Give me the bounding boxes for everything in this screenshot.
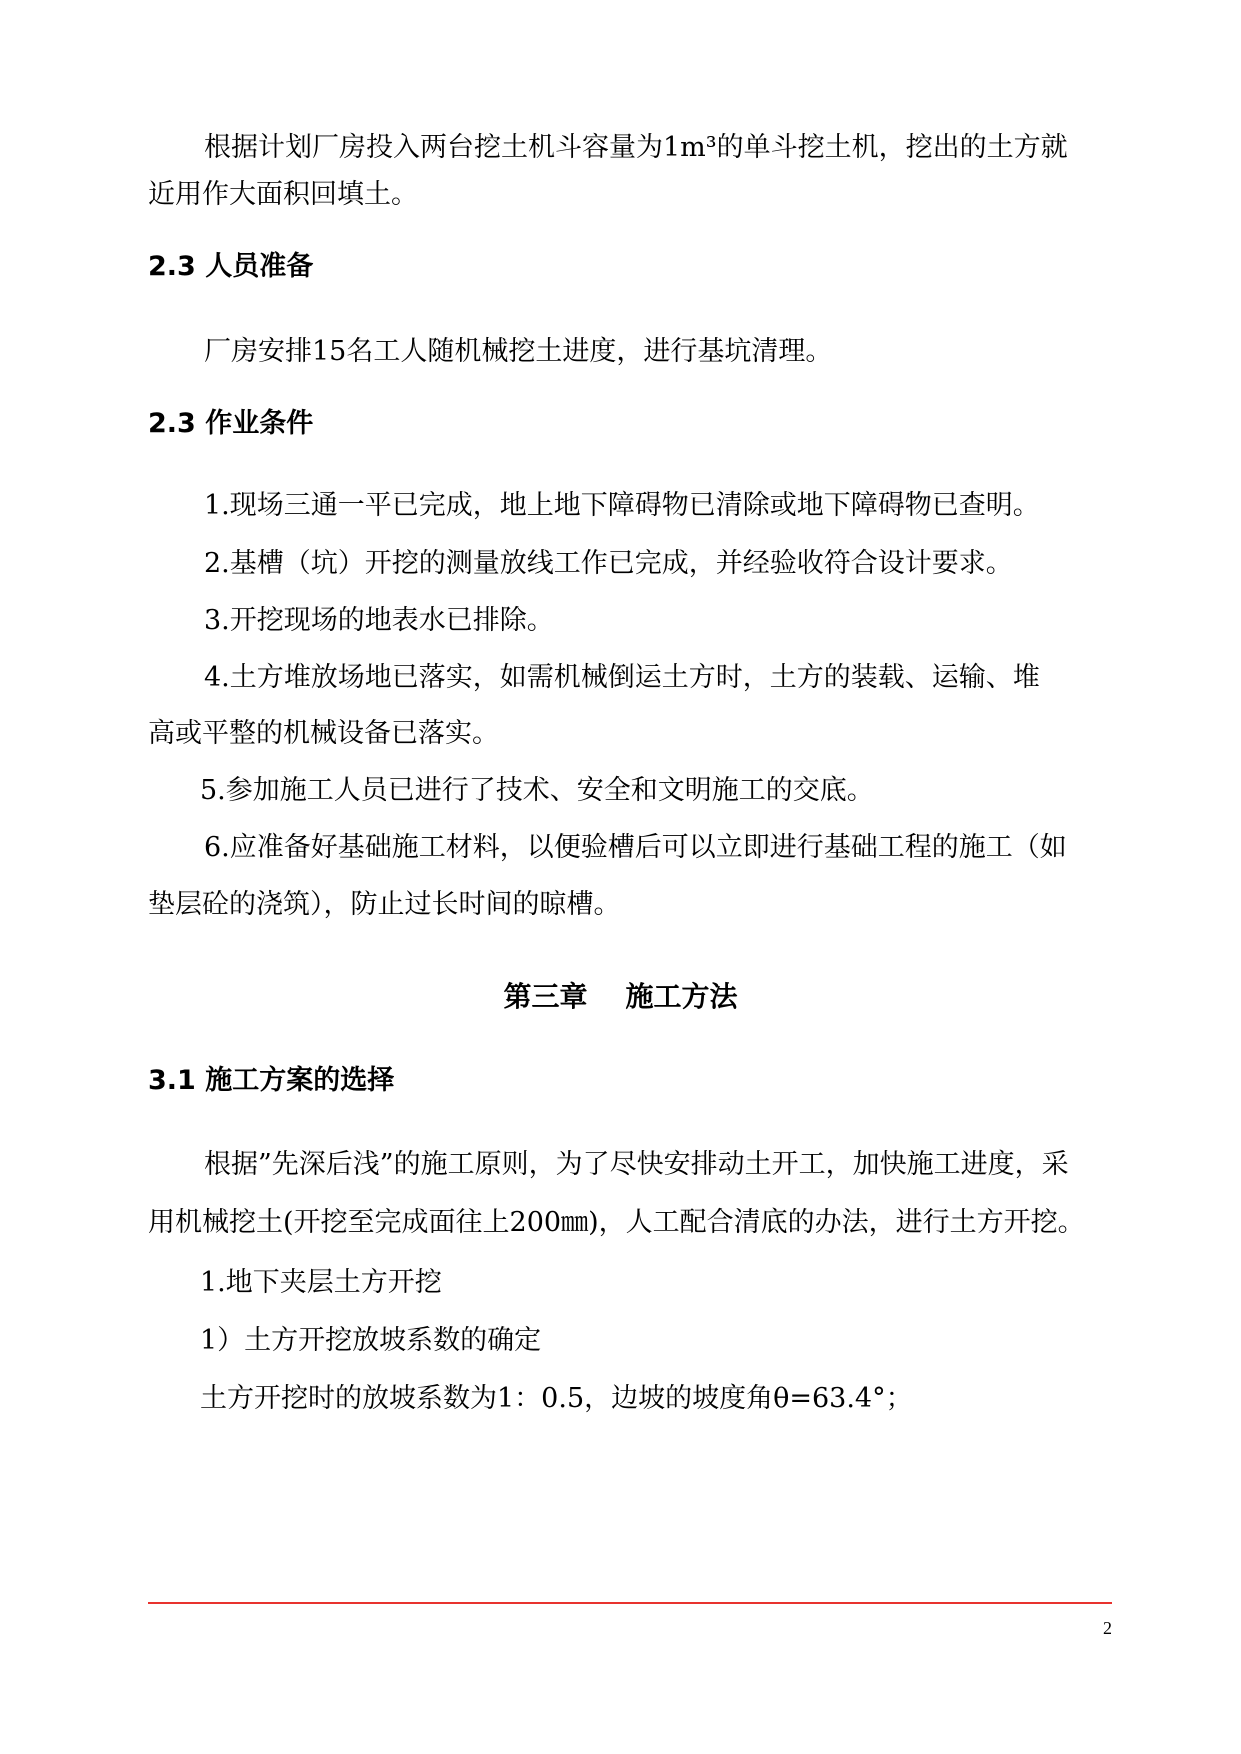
list-item-basement-excavation: 1.地下夹层土方开挖 [200,1267,442,1298]
section-heading-conditions: 2.3 作业条件 [148,408,314,439]
condition-item-4-line-2: 高或平整的机械设备已落实。 [148,718,499,749]
condition-item-3: 3.开挖现场的地表水已排除。 [204,605,554,636]
condition-item-6-line-1: 6.应准备好基础施工材料，以便验槽后可以立即进行基础工程的施工（如 [204,832,1067,863]
condition-item-5: 5.参加施工人员已进行了技术、安全和文明施工的交底。 [200,775,874,806]
paragraph-scheme-line-1: 根据”先深后浅”的施工原则，为了尽快安排动土开工，加快施工进度，采 [204,1149,1069,1180]
condition-item-4-line-1: 4.土方堆放场地已落实，如需机械倒运土方时，土方的装载、运输、堆 [204,662,1040,693]
chapter-title: 施工方法 [625,980,738,1013]
condition-item-1: 1.现场三通一平已完成，地上地下障碍物已清除或地下障碍物已查明。 [204,490,1040,521]
condition-item-2: 2.基槽（坑）开挖的测量放线工作已完成，并经验收符合设计要求。 [204,548,1013,579]
paragraph-scheme-line-2: 用机械挖土(开挖至完成面往上200㎜)，人工配合清底的办法，进行土方开挖。 [148,1207,1085,1238]
section-heading-scheme: 3.1 施工方案的选择 [148,1065,395,1096]
section-heading-personnel: 2.3 人员准备 [148,251,314,282]
sub-item-slope-coefficient: 1）土方开挖放坡系数的确定 [200,1325,542,1356]
paragraph-excavator-line-1: 根据计划厂房投入两台挖土机斗容量为1m³的单斗挖土机，挖出的土方就 [204,132,1068,163]
paragraph-excavator-line-2: 近用作大面积回填土。 [148,179,418,210]
chapter-heading [0,980,1241,1014]
condition-item-6-line-2: 垫层砼的浇筑），防止过长时间的晾槽。 [148,889,621,920]
paragraph-personnel: 厂房安排15名工人随机械挖土进度，进行基坑清理。 [204,336,833,367]
page-number: 2 [1103,1618,1112,1638]
footer-rule [148,1602,1112,1604]
paragraph-slope-coefficient: 土方开挖时的放坡系数为1：0.5，边坡的坡度角θ=63.4°； [200,1383,913,1414]
chapter-number: 第三章 [503,980,588,1013]
